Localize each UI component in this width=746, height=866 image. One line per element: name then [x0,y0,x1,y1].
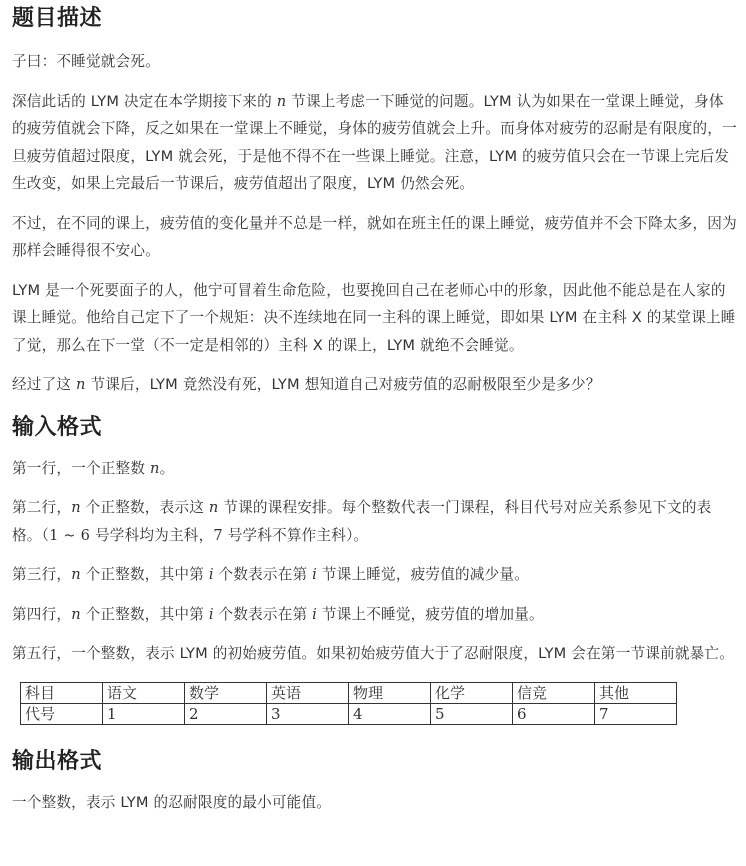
text-span: 第一行，一个正整数 [12,459,150,477]
math-var-n: n [276,92,287,110]
input-format-heading: 输入格式 [12,414,103,440]
text-span: 个正整数，其中第 [80,605,209,623]
text-span: 个数表示在第 [213,605,313,623]
text-span: 第二行， [12,499,72,516]
math-var-i: i [208,605,214,623]
subject-code-table [20,682,677,725]
table-cell: 6 [513,703,595,724]
math-var-i: i [208,566,214,583]
table-cell: 2 [185,703,267,724]
text-span: 个数表示在第 [213,566,313,583]
input-line-3 [12,561,738,589]
table-cell: 5 [431,703,513,724]
text-span: 节课上不睡觉，疲劳值的增加量。 [317,605,544,623]
table-cell: 物理 [349,682,431,703]
text-span: 个正整数，表示这 [80,499,209,516]
math-var-i: i [312,566,318,583]
table-cell: 科目 [21,682,103,703]
text-span: 节课的课程安排。每个整数代表一门课程，科目代号对应关系参见下文的表格。（ [12,499,712,544]
desc-paragraph-5 [12,371,738,399]
table-cell: 7 [595,703,677,724]
table-cell: 其他 [595,682,677,703]
input-line-4 [12,601,738,629]
desc-paragraph-2 [12,88,738,198]
table-row-code [21,703,677,724]
text-span: 节课上睡觉，疲劳值的减少量。 [317,566,529,583]
table-cell: 代号 [21,703,103,724]
text-span: 。 [159,459,175,477]
text-span: 经过了这 [12,376,77,393]
text-span: 节课后，LYM 竟然没有死，LYM 想知道自己对疲劳值的忍耐极限至少是多少？ [85,376,601,393]
input-line-1 [12,455,738,483]
desc-paragraph-1: 子曰：不睡觉就会死。 [12,53,160,70]
table-cell: 英语 [267,682,349,703]
table-cell: 信竞 [513,682,595,703]
desc-paragraph-3: 不过，在不同的课上，疲劳值的变化量并不总是一样，就如在班主任的课上睡觉，疲劳值并不会下降太多，因为那样会睡得很不安心。 [12,214,737,259]
table-cell: 数学 [185,682,267,703]
table-cell: 语文 [103,682,185,703]
math-var-n: n [71,605,81,623]
math-var-n: n [76,376,86,393]
text-span: 第四行， [12,605,72,623]
math-var-i: i [312,605,318,623]
text-span: 号学科均为主科， [90,526,214,544]
math-var-n: n [149,459,160,477]
text-span: 节课上考虑一下睡觉的问题。LYM 认为如果在一堂课上睡觉，身体的疲劳值就会下降，反之如果在一堂课上不睡觉，身体的疲劳值就会上升。而身体对疲劳的忍耐是有限度的，一旦疲劳值超过限度，LYM 就会死，于是他不得不在一些课上睡觉。注意，LYM 的疲劳值只会在一节课上完后发生改变，如果上完最后一节课后，疲劳值超出了限度，LYM 仍然会死。 [12,92,737,192]
table-cell: 化学 [431,682,513,703]
text-span: 第三行， [12,566,72,583]
output-format-heading: 输出格式 [12,748,103,774]
table-cell: 3 [267,703,349,724]
math-var-n: n [71,566,81,583]
desc-paragraph-4: LYM 是一个死要面子的人，他宁可冒着生命危险，也要挽回自己在老师心中的形象，因此他不能总是在人家的课上睡觉。他给自己定下了一个规矩：决不连续地在同一主科的课上睡觉，即如果 LYM 在主科 X 的某堂课上睡了觉，那么在下一堂（不一定是相邻的）主科 X 的课上，LYM 就绝不会睡觉。 [12,281,736,354]
math-seven: 7 [213,526,223,544]
description-heading: 题目描述 [12,6,103,31]
problem-statement [12,0,738,816]
output-line: 一个整数，表示 LYM 的忍耐限度的最小可能值。 [12,793,332,811]
table-cell: 1 [103,703,185,724]
math-var-n: n [208,499,219,516]
math-var-n: n [71,499,81,516]
table-cell: 4 [349,703,431,724]
text-span: 深信此话的 LYM 决定在本学期接下来的 [12,92,277,110]
text-span: 号学科不算作主科）。 [222,526,369,544]
math-range: 1 ∼ 6 [49,526,91,544]
input-line-5: 第五行，一个整数，表示 LYM 的初始疲劳值。如果初始疲劳值大于了忍耐限度，LYM 会在第一节课前就暴亡。 [12,645,735,662]
table-row-subject [21,682,677,703]
input-line-2 [12,494,738,549]
text-span: 个正整数，其中第 [80,566,209,583]
